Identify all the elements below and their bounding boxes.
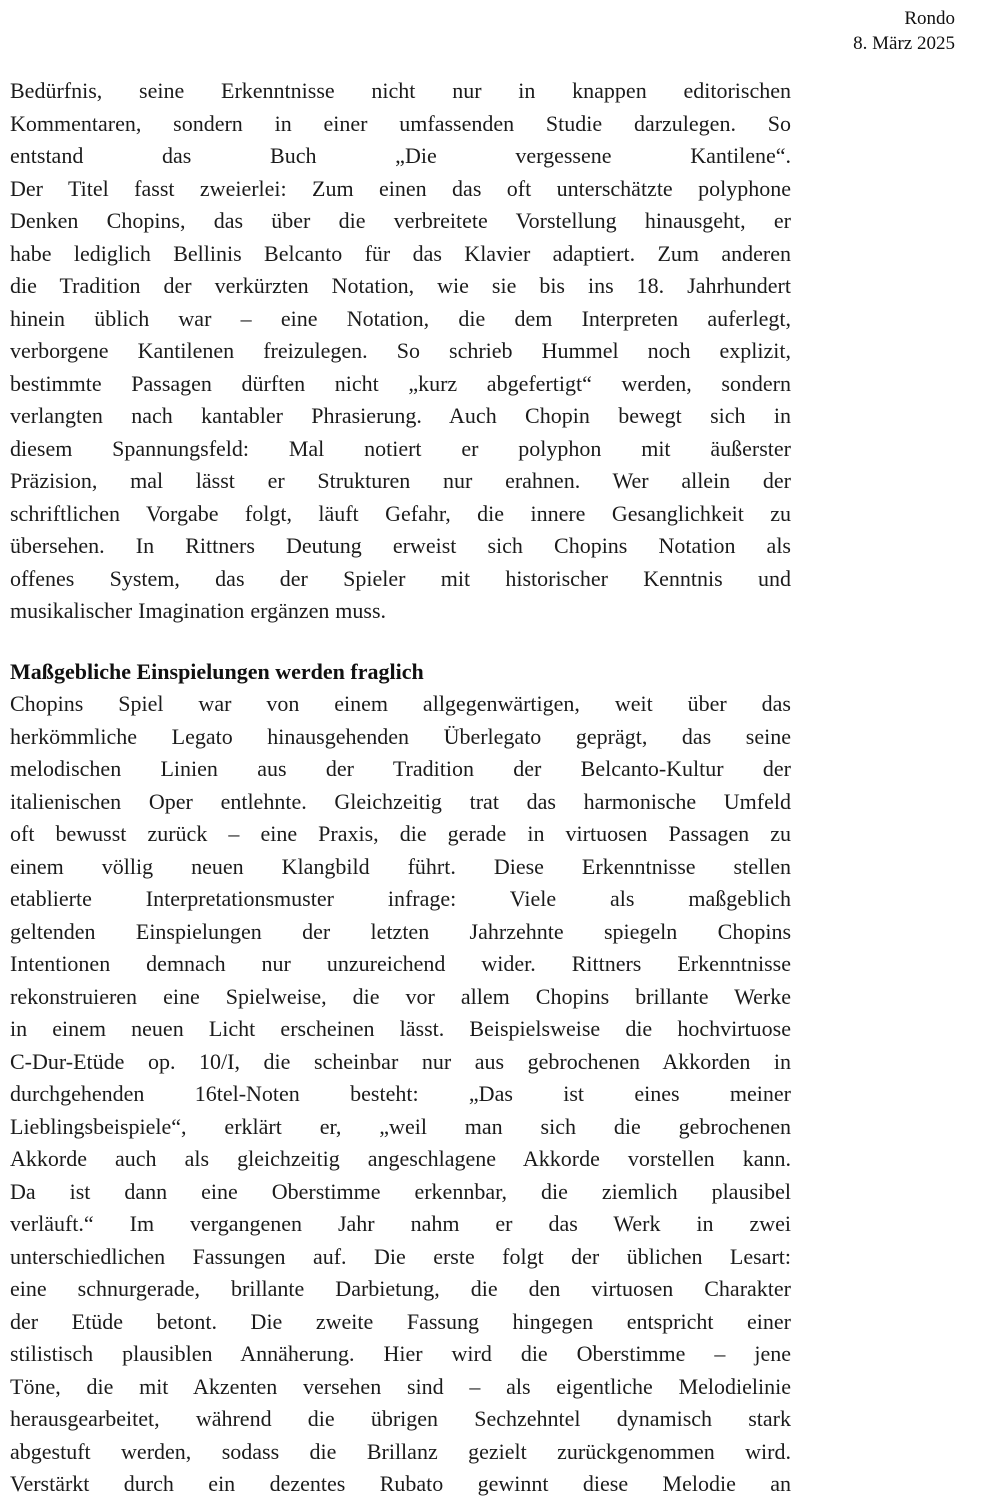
text-line: übersehen. In Rittners Deutung erweist sich Chopins Notation als xyxy=(10,533,791,558)
text-line: Intentionen demnach nur unzureichend wider. Rittners Erkenntnisse xyxy=(10,951,791,976)
text-line: hinein üblich war – eine Notation, die dem Interpreten auferlegt, xyxy=(10,305,791,331)
text-line: Verstärkt durch ein dezentes Rubato gewinnt diese Melodie an xyxy=(10,1471,791,1496)
text-line: Kommentaren, sondern in einer umfassenden Studie darzulegen. So xyxy=(10,110,791,136)
publication-name: Rondo xyxy=(904,8,955,29)
text-line: Lieblingsbeispiele“, erklärt er, „weil man sich die gebrochenen xyxy=(10,1113,791,1139)
text-line: oft bewusst zurück – eine Praxis, die gerade in virtuosen Passagen zu xyxy=(10,821,791,846)
section-heading: Maßgebliche Einspielungen werden fraglich xyxy=(10,658,424,684)
text-line: verlangten nach kantabler Phrasierung. Auch Chopin bewegt sich in xyxy=(10,403,791,428)
text-line: stilistisch plausiblen Annäherung. Hier wird die Oberstimme – jene xyxy=(10,1341,791,1366)
text-line: schriftlichen Vorgabe folgt, läuft Gefahr, die innere Gesanglichkeit zu xyxy=(10,500,791,526)
text-line: geltenden Einspielungen der letzten Jahrzehnte spiegeln Chopins xyxy=(10,918,791,944)
page-date: 8. März 2025 xyxy=(853,33,955,54)
text-line: eine schnurgerade, brillante Darbietung, die den virtuosen Charakter xyxy=(10,1276,791,1301)
text-line: unterschiedlichen Fassungen auf. Die erste folgt der üblichen Lesart: xyxy=(10,1243,791,1269)
text-line: Da ist dann eine Oberstimme erkennbar, die ziemlich plausibel xyxy=(10,1178,791,1204)
text-line: Bedürfnis, seine Erkenntnisse nicht nur in knappen editorischen xyxy=(10,78,791,103)
text-line: Töne, die mit Akzenten versehen sind – als eigentliche Melodielinie xyxy=(10,1373,791,1399)
text-line: bestimmte Passagen dürften nicht „kurz abgefertigt“ werden, sondern xyxy=(10,370,791,396)
text-line: die Tradition der verkürzten Notation, wie sie bis ins 18. Jahrhundert xyxy=(10,273,791,298)
page-header xyxy=(853,6,955,56)
text-line: herausgearbeitet, während die übrigen Sechzehntel dynamisch stark xyxy=(10,1406,791,1431)
section-paragraph xyxy=(10,688,791,1501)
text-line: entstand das Buch „Die vergessene Kantilene“. xyxy=(10,143,791,168)
text-line: musikalischer Imagination ergänzen muss. xyxy=(10,598,387,623)
text-line: Präzision, mal lässt er Strukturen nur erahnen. Wer allein der xyxy=(10,468,791,493)
text-line: Denken Chopins, das über die verbreitete Vorstellung hinausgeht, er xyxy=(10,208,791,233)
intro-paragraph xyxy=(10,75,791,628)
text-line: C-Dur-Etüde op. 10/I, die scheinbar nur aus gebrochenen Akkorden in xyxy=(10,1048,791,1074)
text-line: Der Titel fasst zweierlei: Zum einen das oft unterschätzte polyphone xyxy=(10,175,791,201)
text-line: habe lediglich Bellinis Belcanto für das Klavier adaptiert. Zum anderen xyxy=(10,240,791,266)
text-line: herkömmliche Legato hinausgehenden Überlegato geprägt, das seine xyxy=(10,723,791,749)
text-line: offenes System, das der Spieler mit historischer Kenntnis und xyxy=(10,565,791,591)
text-line: rekonstruieren eine Spielweise, die vor allem Chopins brillante Werke xyxy=(10,983,791,1009)
text-line: verläuft.“ Im vergangenen Jahr nahm er das Werk in zwei xyxy=(10,1211,791,1236)
text-line: abgestuft werden, sodass die Brillanz gezielt zurückgenommen wird. xyxy=(10,1438,791,1464)
text-line: Akkorde auch als gleichzeitig angeschlagene Akkorde vorstellen kann. xyxy=(10,1146,791,1171)
text-line: Chopins Spiel war von einem allgegenwärtigen, weit über das xyxy=(10,691,791,716)
text-line: italienischen Oper entlehnte. Gleichzeitig trat das harmonische Umfeld xyxy=(10,788,791,814)
article-body xyxy=(10,75,791,1501)
text-line: verborgene Kantilenen freizulegen. So schrieb Hummel noch explizit, xyxy=(10,338,791,363)
text-line: etablierte Interpretationsmuster infrage: Viele als maßgeblich xyxy=(10,886,791,911)
text-line: melodischen Linien aus der Tradition der Belcanto-Kultur der xyxy=(10,756,791,781)
text-line: der Etüde betont. Die zweite Fassung hingegen entspricht einer xyxy=(10,1308,791,1334)
text-line: durchgehenden 16tel-Noten besteht: „Das ist eines meiner xyxy=(10,1081,791,1106)
text-line: einem völlig neuen Klangbild führt. Diese Erkenntnisse stellen xyxy=(10,853,791,879)
text-line: diesem Spannungsfeld: Mal notiert er polyphon mit äußerster xyxy=(10,435,791,461)
text-line: in einem neuen Licht erscheinen lässt. Beispielsweise die hochvirtuose xyxy=(10,1016,791,1041)
